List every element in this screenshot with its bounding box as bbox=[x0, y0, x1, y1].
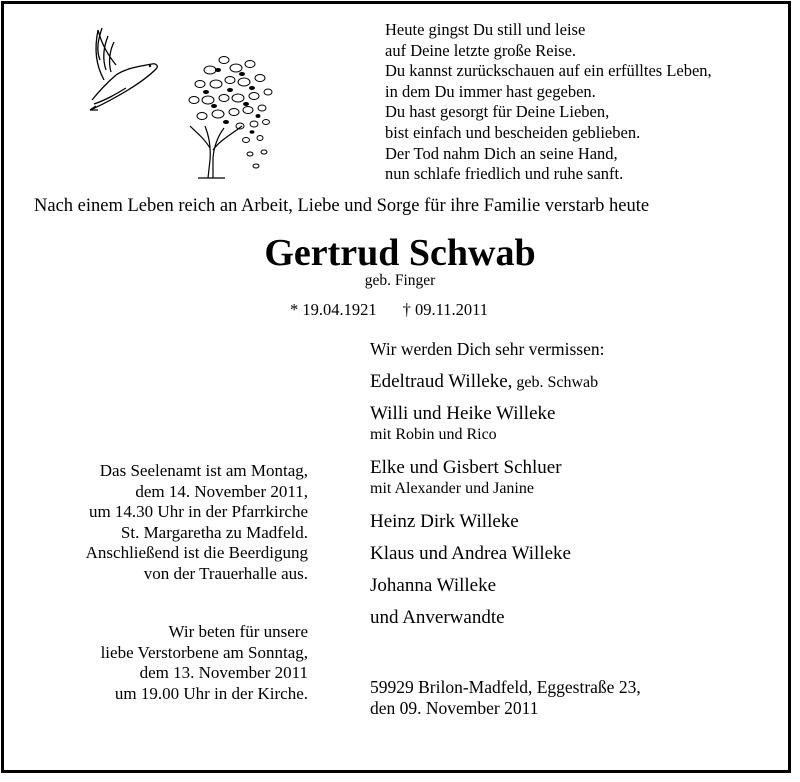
mourner-name: Johanna Willeke bbox=[370, 575, 497, 596]
mourner-entry bbox=[370, 402, 598, 456]
notice-line: Anschließend ist die Beerdigung bbox=[85, 543, 308, 562]
prayer-line: liebe Verstorbene am Sonntag, bbox=[100, 642, 308, 662]
dove-icon bbox=[86, 20, 166, 115]
poem-line: bist einfach und bescheiden geblieben. bbox=[385, 122, 641, 142]
mourner-name: und Anverwandte bbox=[370, 607, 505, 628]
poem-line: Heute gingst Du still und leise bbox=[385, 20, 586, 39]
mourners-list bbox=[370, 370, 598, 638]
poem-line: auf Deine letzte große Reise. bbox=[385, 40, 577, 60]
poem bbox=[385, 20, 712, 185]
mourner-sub: mit Alexander und Janine bbox=[370, 480, 534, 497]
notice-line: von der Trauerhalle aus. bbox=[143, 563, 308, 583]
mourner-name: Elke und Gisbert Schluer bbox=[370, 457, 562, 478]
mourner-entry bbox=[370, 542, 598, 574]
mourner-entry bbox=[370, 606, 598, 638]
poem-line: Der Tod nahm Dich an seine Hand, bbox=[385, 143, 618, 163]
mourner-suffix: geb. Schwab bbox=[516, 374, 599, 391]
address-block bbox=[370, 677, 641, 719]
poem-line: in dem Du immer hast gegeben. bbox=[385, 81, 596, 101]
deceased-name: Gertrud Schwab bbox=[264, 232, 536, 274]
notice-line: St. Margaretha zu Madfeld. bbox=[120, 522, 308, 542]
death-date: † 09.11.2011 bbox=[402, 300, 489, 319]
address-line: 59929 Brilon-Madfeld, Eggestraße 23, bbox=[370, 677, 641, 697]
prayer-line: dem 13. November 2011 bbox=[139, 663, 308, 682]
mourner-sub: mit Robin und Rico bbox=[370, 426, 497, 443]
notice-line: dem 14. November 2011, bbox=[135, 481, 308, 501]
life-dates bbox=[290, 300, 488, 320]
prayer-line: Wir beten für unsere bbox=[168, 622, 308, 641]
mourner-entry bbox=[370, 456, 598, 510]
prayer-line: um 19.00 Uhr in der Kirche. bbox=[114, 683, 308, 703]
poem-line: Du hast gesorgt für Deine Lieben, bbox=[385, 102, 610, 122]
mourner-entry bbox=[370, 574, 598, 606]
mourner-entry bbox=[370, 510, 598, 542]
funeral-notice bbox=[86, 461, 308, 584]
maiden-name: geb. Finger bbox=[364, 272, 436, 289]
birth-date: * 19.04.1921 bbox=[290, 300, 377, 319]
poem-line: nun schlafe friedlich und ruhe sanft. bbox=[385, 164, 624, 184]
mourner-entry bbox=[370, 370, 598, 402]
mourner-name: Edeltraud Willeke, bbox=[370, 371, 513, 392]
prayer-notice bbox=[101, 622, 308, 704]
notice-line: Das Seelenamt ist am Montag, bbox=[99, 461, 308, 480]
mourner-name: Willi und Heike Willeke bbox=[370, 403, 556, 424]
mourner-name: Klaus und Andrea Willeke bbox=[370, 543, 571, 564]
mourners-heading: Wir werden Dich sehr vermissen: bbox=[370, 339, 605, 359]
date-line: den 09. November 2011 bbox=[370, 698, 539, 718]
notice-line: um 14.30 Uhr in der Pfarrkirche bbox=[88, 502, 308, 521]
poem-line: Du kannst zurückschauen auf ein erfülltes Leben, bbox=[385, 61, 712, 81]
tree-icon bbox=[180, 40, 280, 180]
intro-text: Nach einem Leben reich an Arbeit, Liebe und Sorge für ihre Familie verstarb heute bbox=[34, 196, 650, 216]
mourner-name: Heinz Dirk Willeke bbox=[370, 511, 519, 532]
